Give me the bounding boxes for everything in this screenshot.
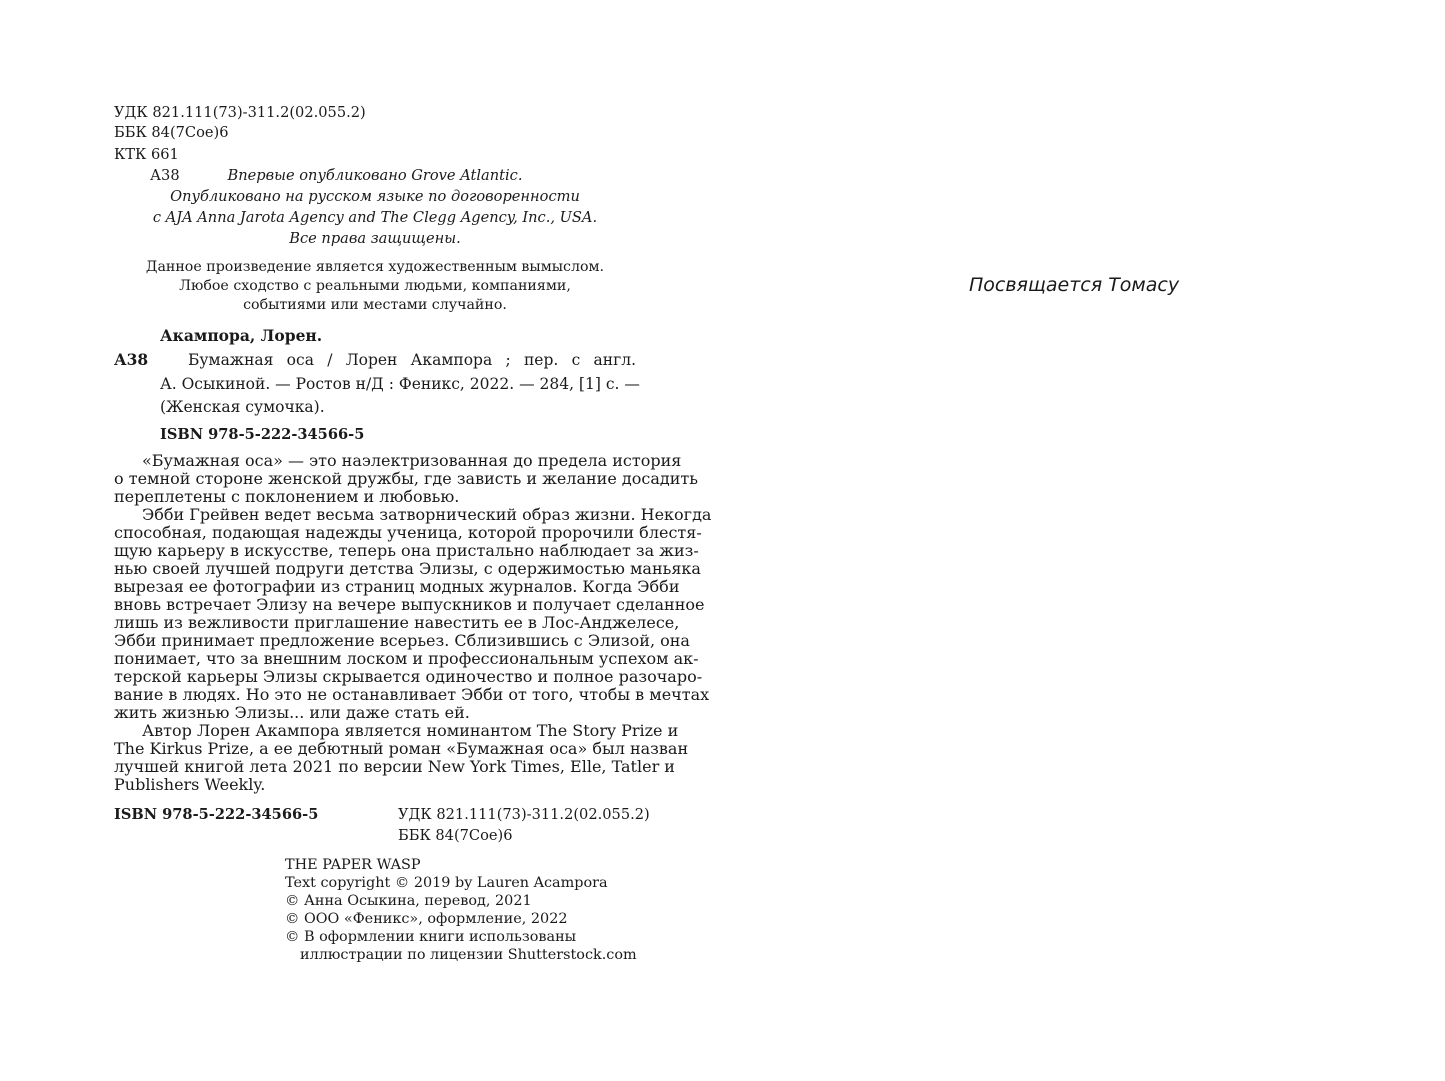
copyright-line: © В оформлении книги использованы [285, 929, 577, 945]
description-line: Автор Лорен Акампора является номинантом The Story Prize и [142, 721, 679, 740]
description-line: жить жизнью Элизы... или даже стать ей. [114, 703, 470, 722]
isbn-top: ISBN 978-5-222-34566-5 [160, 426, 365, 443]
biblio-line: А. Осыкиной. — Ростов н/Д : Феникс, 2022. — 284, [1] с. — [160, 375, 640, 393]
udk-bottom: УДК 821.111(73)-311.2(02.055.2) [398, 806, 650, 823]
isbn-bottom: ISBN 978-5-222-34566-5 [114, 806, 319, 823]
dedication: Посвящается Томасу [969, 274, 1180, 296]
copyright-line: © ООО «Феникс», оформление, 2022 [285, 911, 568, 927]
description-line: вновь встречает Элизу на вечере выпускников и получает сделанное [114, 595, 705, 614]
rights-line: с AJA Anna Jarota Agency and The Clegg Agency, Inc., USA. [152, 209, 598, 226]
description-line: Publishers Weekly. [114, 775, 266, 794]
bbk-code: ББК 84(7Coe)6 [114, 124, 229, 141]
disclaimer-line: событиями или местами случайно. [243, 297, 507, 313]
description-line: The Kirkus Prize, а ее дебютный роман «Бумажная оса» был назван [114, 739, 689, 758]
disclaimer-line: Данное произведение является художественным вымыслом. [145, 259, 605, 275]
description-line: способная, подающая надежды ученица, которой пророчили блестя- [114, 523, 702, 542]
description-line: лучшей книгой лета 2021 по версии New York Times, Elle, Tatler и [114, 757, 675, 776]
description-line: Эбби принимает предложение всерьез. Сблизившись с Элизой, она [114, 631, 690, 650]
copyright-line: THE PAPER WASP [285, 857, 421, 873]
copyright-line: © Анна Осыкина, перевод, 2021 [285, 893, 532, 909]
description-line: о темной стороне женской дружбы, где зависть и желание досадить [114, 469, 698, 488]
disclaimer-line: Любое сходство с реальными людьми, компаниями, [179, 278, 571, 294]
disclaimer-block [114, 258, 636, 315]
copyright-line: иллюстрации по лицензии Shutterstock.com [300, 947, 637, 963]
copyright-block [285, 856, 637, 964]
description-line: лишь из вежливости приглашение навестить ее в Лос-Анджелесе, [114, 613, 680, 632]
biblio-line: Бумажная оса / Лорен Акампора ; пер. с англ. [188, 351, 636, 369]
copyright-line: Text copyright © 2019 by Lauren Acampora [285, 875, 608, 891]
author-heading: Акампора, Лорен. [160, 326, 323, 345]
rights-line: Впервые опубликовано Grove Atlantic. [227, 167, 523, 184]
biblio-line: (Женская сумочка). [160, 398, 325, 416]
description-line: Эбби Грейвен ведет весьма затворнический образ жизни. Некогда [142, 505, 712, 524]
bbk-bottom: ББК 84(7Coe)6 [398, 827, 513, 844]
rights-line: Опубликовано на русском языке по договоренности [170, 188, 580, 205]
ktk-code: КТК 661 [114, 146, 179, 163]
udk-code: УДК 821.111(73)-311.2(02.055.2) [114, 104, 366, 121]
description-line: понимает, что за внешним лоском и профессиональным успехом ак- [114, 649, 699, 668]
author-mark: А38 [114, 350, 149, 369]
description-line: «Бумажная оса» — это наэлектризованная до предела история [142, 451, 682, 470]
author-mark-top: А38 [150, 167, 180, 184]
description-line: вание в людях. Но это не останавливает Эбби от того, чтобы в мечтах [114, 685, 710, 704]
description-line: терской карьеры Элизы скрывается одиночество и полное разочаро- [114, 667, 703, 686]
description-block [114, 451, 712, 794]
description-line: вырезая ее фотографии из страниц модных журналов. Когда Эбби [114, 577, 680, 596]
description-line: щую карьеру в искусстве, теперь она пристально наблюдает за жиз- [114, 541, 699, 560]
description-line: нью своей лучшей подруги детства Элизы, с одержимостью маньяка [114, 559, 701, 578]
rights-block [150, 166, 600, 249]
description-line: переплетены с поклонением и любовью. [114, 487, 460, 506]
rights-line: Все права защищены. [289, 230, 461, 247]
